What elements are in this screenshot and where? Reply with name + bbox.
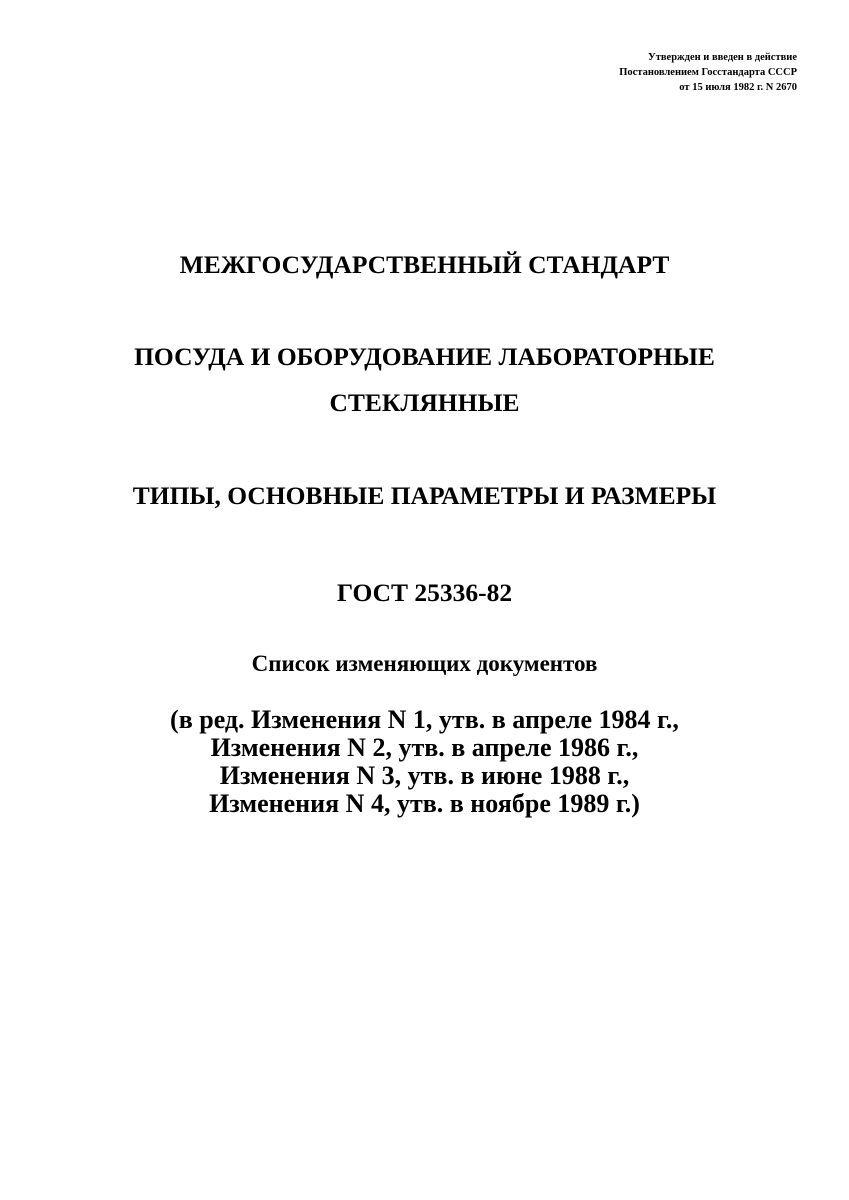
amendment-line: Изменения N 2, утв. в апреле 1986 г.,: [210, 733, 639, 762]
changes-list-heading: Список изменяющих документов: [251, 651, 598, 676]
approval-note: [619, 50, 797, 95]
document-subtitle: ТИПЫ, ОСНОВНЫЕ ПАРАМЕТРЫ И РАЗМЕРЫ: [132, 481, 717, 510]
amendment-line: Изменения N 3, утв. в июне 1988 г.,: [219, 761, 630, 790]
document-title-line-2: СТЕКЛЯННЫЕ: [329, 388, 520, 417]
gost-number: ГОСТ 25336-82: [336, 578, 513, 607]
standard-type-heading: МЕЖГОСУДАРСТВЕННЫЙ СТАНДАРТ: [179, 250, 670, 279]
approval-line-3: от 15 июля 1982 г. N 2670: [679, 82, 797, 93]
approval-line-1: Утвержден и введен в действие: [648, 52, 797, 63]
document-title-line-1: ПОСУДА И ОБОРУДОВАНИЕ ЛАБОРАТОРНЫЕ: [134, 342, 715, 371]
amendment-line: (в ред. Изменения N 1, утв. в апреле 1984 г.,: [170, 705, 679, 734]
approval-line-2: Постановлением Госстандарта СССР: [619, 67, 797, 78]
amendment-line: Изменения N 4, утв. в ноябре 1989 г.): [209, 789, 640, 818]
